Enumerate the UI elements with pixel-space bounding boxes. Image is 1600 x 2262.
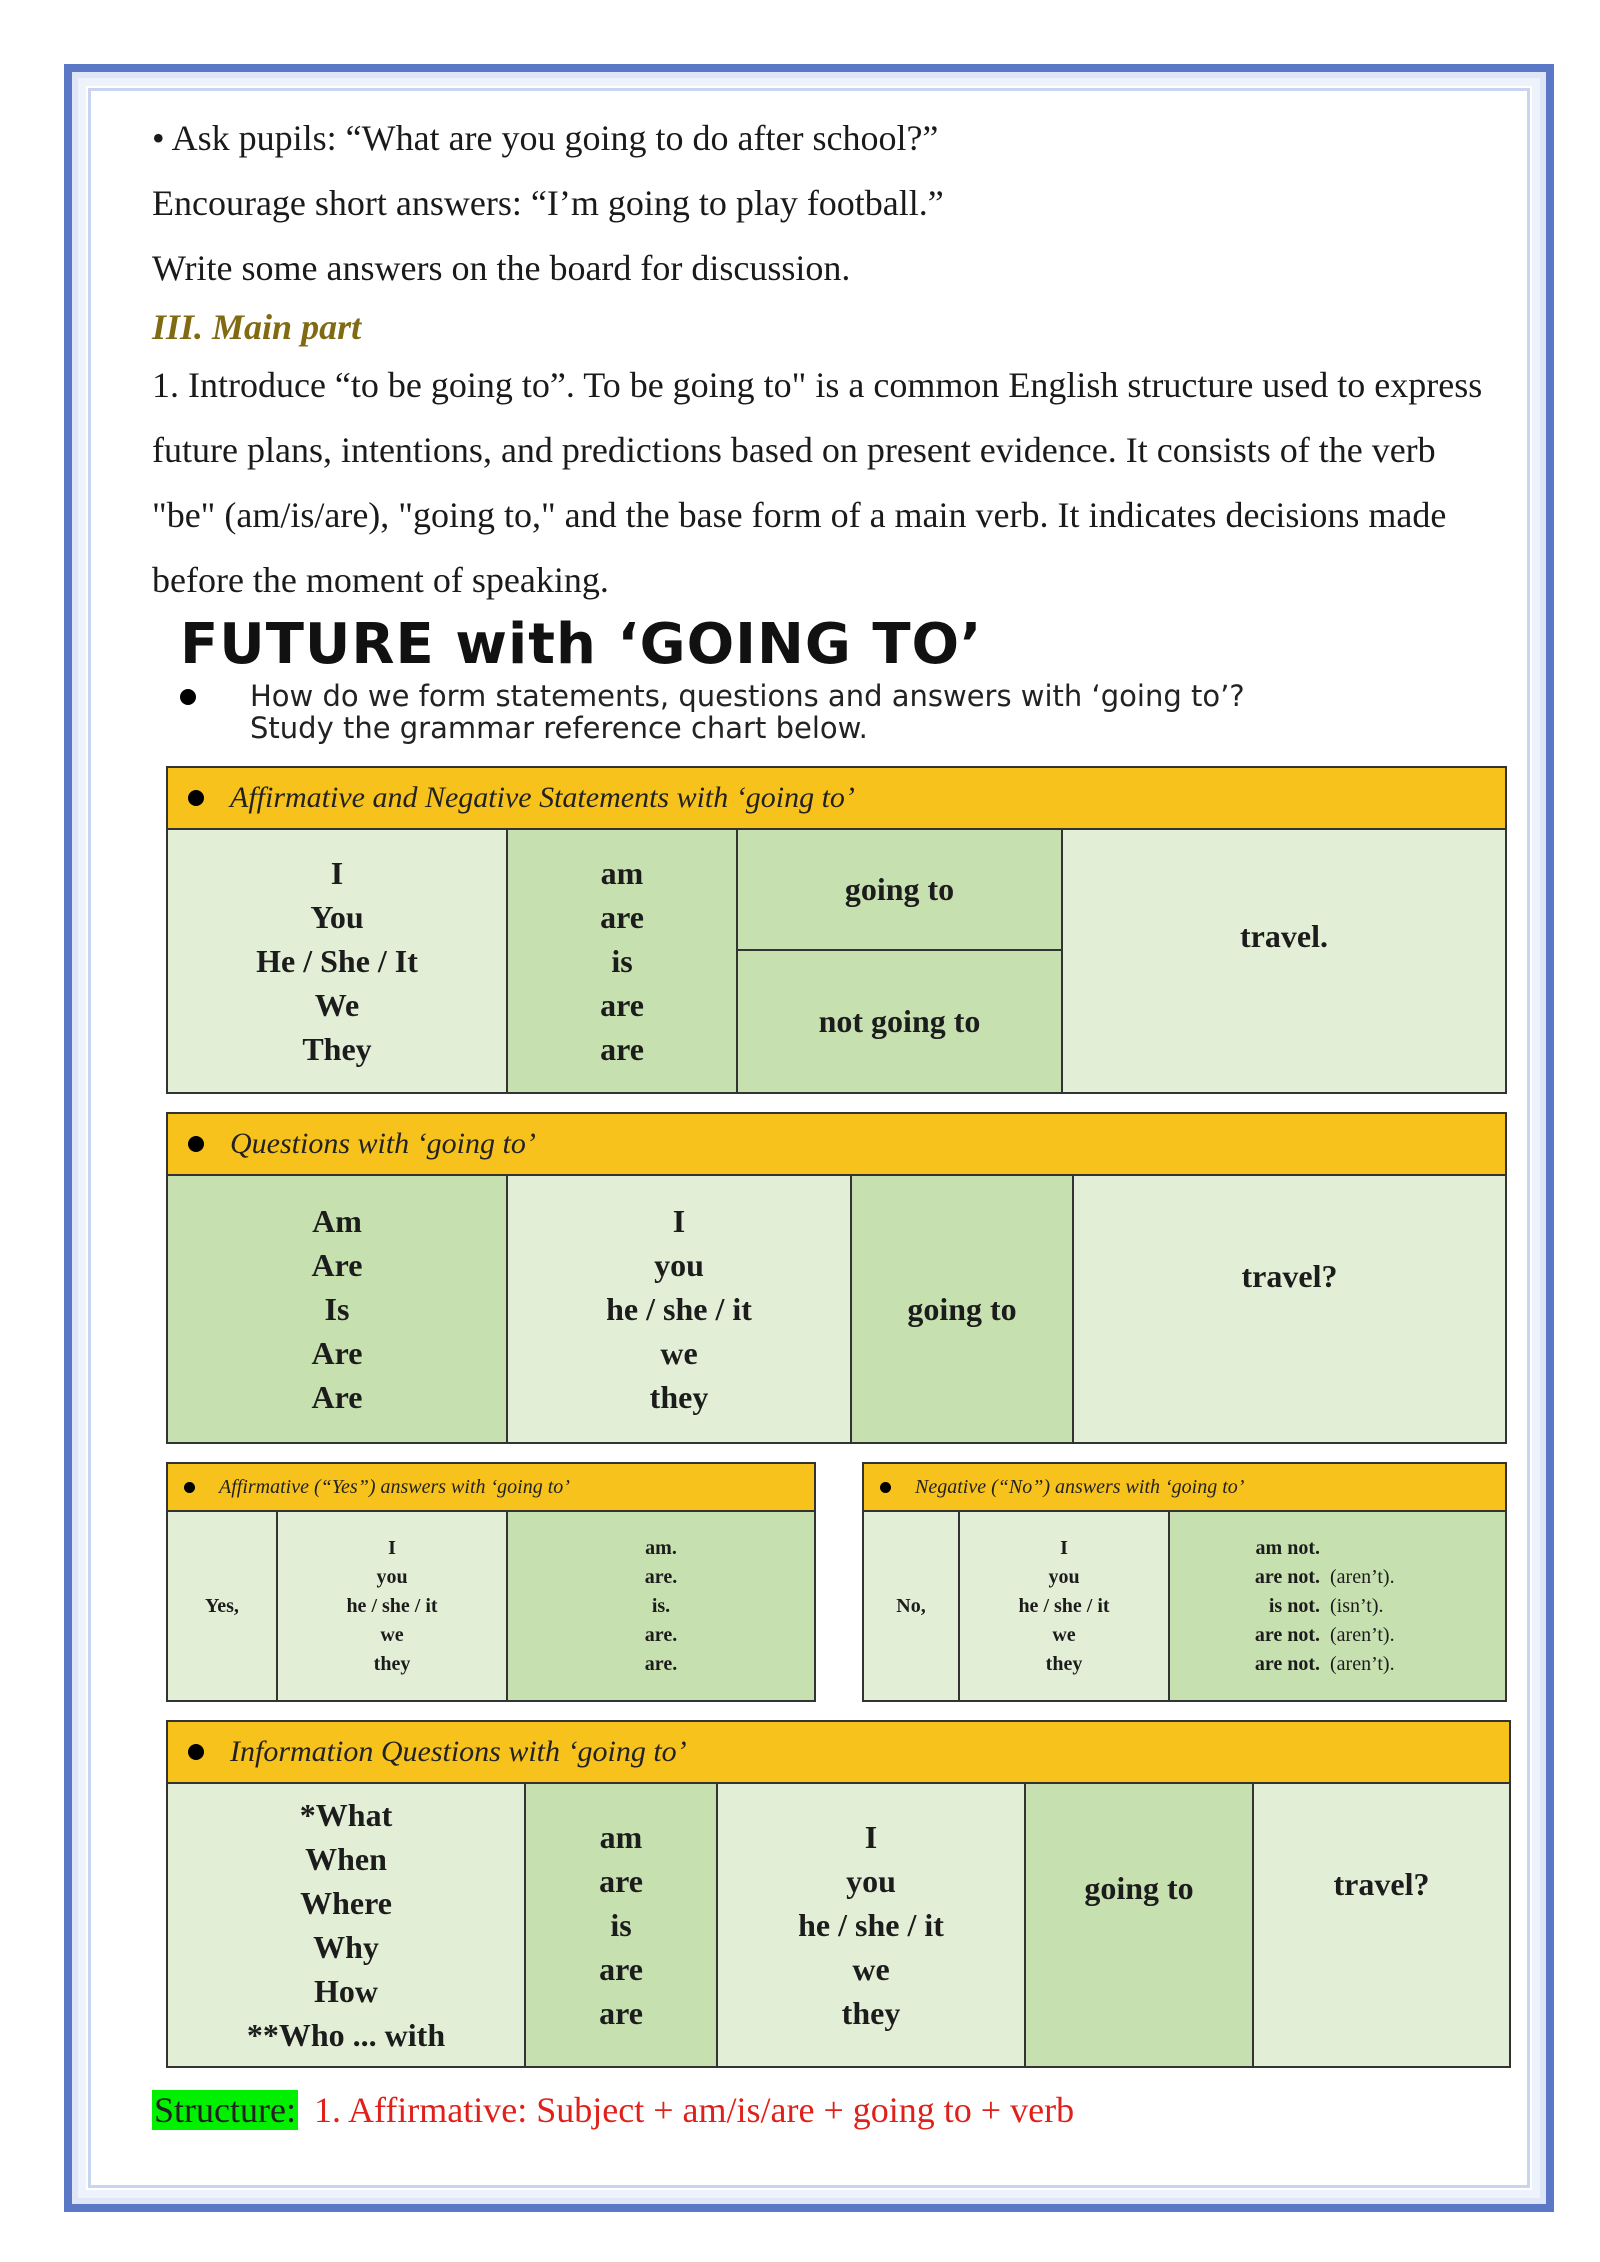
subject-cell: I	[388, 1536, 396, 1559]
table-header-label: Affirmative (“Yes”) answers with ‘going to’	[219, 1475, 570, 1498]
grammar-title: FUTURE with ‘GOING TO’	[180, 612, 983, 677]
table-header-label: Questions with ‘going to’	[230, 1127, 536, 1160]
subject-cell: they	[649, 1379, 709, 1415]
verb-cell: Am	[312, 1203, 362, 1239]
question-words-column	[168, 1784, 526, 2066]
bullet-icon	[184, 1482, 195, 1493]
verb-cell: are.	[644, 1565, 678, 1588]
table-header	[168, 1114, 1505, 1176]
information-questions-table	[166, 1720, 1511, 2068]
verb-cell: am not.	[1255, 1536, 1320, 1559]
no-cell	[864, 1512, 960, 1700]
bullet-icon	[188, 1744, 204, 1760]
main-part-paragraph: 1. Introduce “to be going to”. To be going to" is a common English structure used to express future plans, intentions, and predictions based on present evidence. It consists of the verb "be" (am/is/are), "going to," and the base form of a main verb. It indicates decisions made before the moment of speaking.	[152, 365, 1483, 600]
going-to-label: going to	[907, 1290, 1017, 1327]
grammar-chart	[160, 610, 1505, 744]
subject-cell: You	[310, 899, 364, 935]
subject-cell: we	[380, 1623, 404, 1646]
intro-line-3: Write some answers on the board for discussion.	[152, 248, 851, 288]
subject-cell: he / she / it	[606, 1291, 752, 1327]
verb-cell: Are	[311, 1335, 363, 1371]
bullet-icon	[188, 790, 204, 806]
subject-cell: you	[1048, 1565, 1080, 1588]
question-word-cell: Why	[313, 1929, 379, 1965]
intro-line-2: Encourage short answers: “I’m going to play football.”	[152, 183, 944, 223]
yes-subjects-column	[278, 1512, 508, 1700]
table-header	[168, 768, 1505, 830]
subject-cell: I	[330, 855, 344, 891]
info-verbs-column	[526, 1784, 718, 2066]
not-going-to-label: not going to	[818, 1003, 981, 1039]
question-word-cell: When	[305, 1841, 387, 1877]
yes-verbs-column	[508, 1512, 814, 1700]
structure-label: Structure:	[154, 2090, 296, 2130]
be-verbs-column	[508, 830, 738, 1092]
verb-cell: Are	[311, 1379, 363, 1415]
intro-line-1: • Ask pupils: “What are you going to do after school?”	[152, 118, 939, 158]
main-verb-cell	[1063, 830, 1505, 1092]
verb-cell: are	[599, 1951, 643, 1987]
going-to-cell	[738, 830, 1063, 951]
verb-cell: am	[599, 1819, 643, 1855]
verb-cell: am	[600, 855, 644, 891]
no-label: No,	[896, 1594, 926, 1617]
not-going-to-cell	[738, 951, 1063, 1092]
no-verbs-column	[1170, 1512, 1330, 1700]
main-verb-label: travel?	[1241, 1258, 1338, 1294]
verb-cell: Are	[311, 1247, 363, 1283]
subject-cell: I	[864, 1819, 878, 1855]
contraction-cell: (isn’t).	[1330, 1594, 1384, 1617]
subject-cell: he / she / it	[798, 1907, 944, 1943]
question-word-cell: *What	[299, 1797, 393, 1833]
grammar-intro-line-2: Study the grammar reference chart below.	[250, 711, 868, 745]
subject-cell: they	[841, 1995, 901, 2031]
main-part-heading: III. Main part	[152, 307, 362, 347]
intro-text	[152, 106, 1497, 613]
going-to-label: going to	[844, 871, 955, 907]
verb-cell: is	[611, 943, 633, 979]
questions-table	[166, 1112, 1507, 1444]
question-word-cell: How	[314, 1973, 378, 2009]
table-header-label: Affirmative and Negative Statements with ‘going to’	[230, 781, 855, 814]
affirmative-negative-table	[166, 766, 1507, 1094]
bullet-icon	[880, 1482, 891, 1493]
yes-answers-table	[166, 1462, 816, 1702]
subject-cell: We	[314, 987, 360, 1023]
subject-cell: I	[1060, 1536, 1068, 1559]
no-subjects-column	[960, 1512, 1170, 1700]
verb-cell: is not.	[1268, 1594, 1320, 1617]
verb-cell: is.	[651, 1594, 671, 1617]
verb-cell: are	[600, 899, 644, 935]
yes-cell	[168, 1512, 278, 1700]
structure-line	[152, 2086, 1074, 2134]
question-word-cell: **Who ... with	[246, 2017, 446, 2053]
verb-cell: are	[600, 1031, 644, 1067]
question-verbs-column	[168, 1176, 508, 1442]
going-to-cell	[1026, 1784, 1254, 2066]
info-subjects-column	[718, 1784, 1026, 2066]
subject-cell: They	[302, 1031, 372, 1067]
subject-cell: He / She / It	[256, 943, 418, 979]
verb-cell: are	[600, 987, 644, 1023]
subject-cell: he / she / it	[346, 1594, 438, 1617]
no-answers-table	[862, 1462, 1507, 1702]
table-header	[168, 1722, 1509, 1784]
yes-label: Yes,	[205, 1594, 239, 1617]
table-header	[864, 1464, 1505, 1512]
subject-cell: they	[1045, 1652, 1083, 1675]
main-verb-cell	[1254, 1784, 1509, 2066]
grammar-intro	[180, 680, 1505, 744]
question-word-cell: Where	[300, 1885, 392, 1921]
verb-cell: is	[610, 1907, 632, 1943]
subject-cell: we	[852, 1951, 890, 1987]
going-to-cell	[852, 1176, 1074, 1442]
structure-rule: 1. Affirmative: Subject + am/is/are + going to + verb	[313, 2090, 1075, 2130]
verb-cell: are not.	[1254, 1652, 1320, 1675]
main-verb-label: travel?	[1333, 1866, 1430, 1902]
contraction-cell: (aren’t).	[1330, 1565, 1395, 1588]
table-header-label: Information Questions with ‘going to’	[230, 1735, 687, 1768]
verb-cell: Is	[324, 1291, 350, 1327]
grammar-intro-line-1: How do we form statements, questions and answers with ‘going to’?	[250, 679, 1245, 713]
subject-cell: they	[373, 1652, 411, 1675]
verb-cell: are.	[644, 1652, 678, 1675]
contraction-cell: (aren’t).	[1330, 1623, 1395, 1646]
verb-cell: are not.	[1254, 1565, 1320, 1588]
bullet-icon	[188, 1136, 204, 1152]
subject-cell: you	[654, 1247, 704, 1283]
verb-cell: are not.	[1254, 1623, 1320, 1646]
verb-cell: are	[599, 1863, 643, 1899]
subject-cell: you	[376, 1565, 408, 1588]
subjects-column	[168, 830, 508, 1092]
subject-cell: he / she / it	[1018, 1594, 1110, 1617]
main-verb-cell	[1074, 1176, 1505, 1442]
question-subjects-column	[508, 1176, 852, 1442]
table-header	[168, 1464, 814, 1512]
contraction-cell: (aren’t).	[1330, 1652, 1395, 1675]
going-to-label: going to	[1084, 1870, 1194, 1906]
main-verb-label: travel.	[1240, 918, 1328, 954]
bullet-icon	[180, 689, 196, 705]
subject-cell: you	[846, 1863, 896, 1899]
contractions-column	[1330, 1512, 1505, 1700]
verb-cell: are.	[644, 1623, 678, 1646]
verb-cell: am.	[645, 1536, 677, 1559]
verb-cell: are	[599, 1995, 643, 2031]
subject-cell: we	[1052, 1623, 1076, 1646]
subject-cell: I	[672, 1203, 686, 1239]
table-header-label: Negative (“No”) answers with ‘going to’	[915, 1475, 1245, 1498]
subject-cell: we	[660, 1335, 698, 1371]
